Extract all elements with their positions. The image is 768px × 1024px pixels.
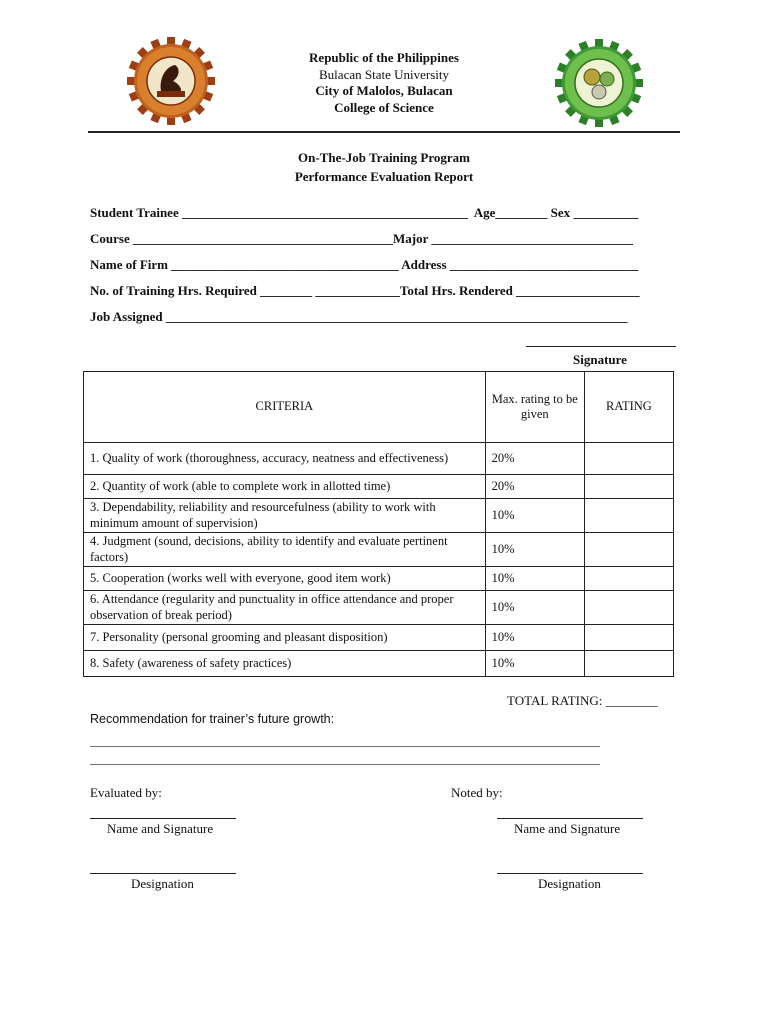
rating-header: RATING xyxy=(584,372,673,443)
trainee-signature-line[interactable] xyxy=(526,346,676,347)
table-row xyxy=(84,591,674,625)
max-rating-cell: 10% xyxy=(485,567,584,591)
header-divider xyxy=(88,131,680,133)
field-training-hours-row[interactable]: No. of Training Hrs. Required ________ _____________Total Hrs. Rendered ___________________ xyxy=(90,283,640,298)
rating-input-cell[interactable] xyxy=(584,625,673,651)
evaluator-designation-label: Designation xyxy=(131,876,194,891)
noter-signature-line[interactable] xyxy=(497,818,643,819)
noter-designation-line[interactable] xyxy=(497,873,643,874)
criterion-cell: 1. Quality of work (thoroughness, accuracy, neatness and effectiveness) xyxy=(84,443,486,475)
max-rating-cell: 10% xyxy=(485,625,584,651)
criteria-header-row xyxy=(84,372,674,443)
letterhead-college: College of Science xyxy=(334,99,434,115)
criterion-cell: 8. Safety (awareness of safety practices) xyxy=(84,651,486,677)
criterion-cell: 7. Personality (personal grooming and pleasant disposition) xyxy=(84,625,486,651)
noter-designation-label: Designation xyxy=(538,876,601,891)
rating-input-cell[interactable] xyxy=(584,443,673,475)
noter-name-signature-label: Name and Signature xyxy=(514,821,621,836)
max-rating-cell: 10% xyxy=(485,533,584,567)
form-title-report: Performance Evaluation Report xyxy=(294,169,474,184)
criterion-cell: 5. Cooperation (works well with everyone, good item work) xyxy=(84,567,486,591)
max-rating-cell: 10% xyxy=(485,651,584,677)
max-rating-cell: 10% xyxy=(485,591,584,625)
evaluator-designation-line[interactable] xyxy=(90,873,236,874)
field-job-assigned-row[interactable]: Job Assigned _______________________________________________________________________ xyxy=(90,309,628,324)
table-row xyxy=(84,475,674,499)
letterhead-university: Bulacan State University xyxy=(319,66,449,82)
max-rating-cell: 20% xyxy=(485,475,584,499)
rating-input-cell[interactable] xyxy=(584,651,673,677)
criterion-cell: 3. Dependability, reliability and resourcefulness (ability to work with minimum amount of supervision) xyxy=(84,499,486,533)
letterhead-republic: Republic of the Philippines xyxy=(309,50,459,65)
letterhead-city: City of Malolos, Bulacan xyxy=(315,83,453,98)
table-row xyxy=(84,499,674,533)
criteria-table xyxy=(83,371,674,677)
table-row xyxy=(84,533,674,567)
letterhead xyxy=(234,50,534,116)
criterion-cell: 4. Judgment (sound, decisions, ability to identify and evaluate pertinent factors) xyxy=(84,533,486,567)
field-course-major-row[interactable]: Course ________________________________________Major _______________________________ xyxy=(90,231,633,246)
table-row xyxy=(84,443,674,475)
criterion-cell: 2. Quantity of work (able to complete work in allotted time) xyxy=(84,475,486,499)
rating-input-cell[interactable] xyxy=(584,591,673,625)
form-title-program: On-The-Job Training Program xyxy=(298,150,470,165)
rating-input-cell[interactable] xyxy=(584,475,673,499)
recommendation-label: Recommendation for trainer’s future growth: xyxy=(90,712,335,726)
field-student-trainee-row[interactable]: Student Trainee ____________________________________________ Age________ Sex __________ xyxy=(90,205,639,220)
max-rating-cell: 20% xyxy=(485,443,584,475)
table-row xyxy=(84,651,674,677)
rating-input-cell[interactable] xyxy=(584,499,673,533)
table-row xyxy=(84,625,674,651)
max-rating-cell: 10% xyxy=(485,499,584,533)
max-rating-header: Max. rating to be given xyxy=(485,372,584,443)
rating-input-cell[interactable] xyxy=(584,567,673,591)
bulsu-seal-logo xyxy=(127,37,215,125)
evaluator-signature-line[interactable] xyxy=(90,818,236,819)
criteria-header: CRITERIA xyxy=(84,372,486,443)
evaluated-by-label: Evaluated by: xyxy=(90,785,162,800)
recommendation-line-2[interactable]: _____________________________________________________________________________________ xyxy=(90,752,600,766)
field-firm-address-row[interactable]: Name of Firm ___________________________________ Address _____________________________ xyxy=(90,257,639,272)
recommendation-line-1[interactable]: _____________________________________________________________________________________ xyxy=(90,734,600,748)
college-of-science-seal-logo xyxy=(555,39,643,127)
criterion-cell: 6. Attendance (regularity and punctuality in office attendance and proper observation of break period) xyxy=(84,591,486,625)
evaluator-name-signature-label: Name and Signature xyxy=(107,821,214,836)
rating-input-cell[interactable] xyxy=(584,533,673,567)
total-rating-field[interactable]: TOTAL RATING: ________ xyxy=(507,693,658,708)
trainee-signature-label: Signature xyxy=(573,352,627,367)
noted-by-label: Noted by: xyxy=(451,785,503,800)
table-row xyxy=(84,567,674,591)
